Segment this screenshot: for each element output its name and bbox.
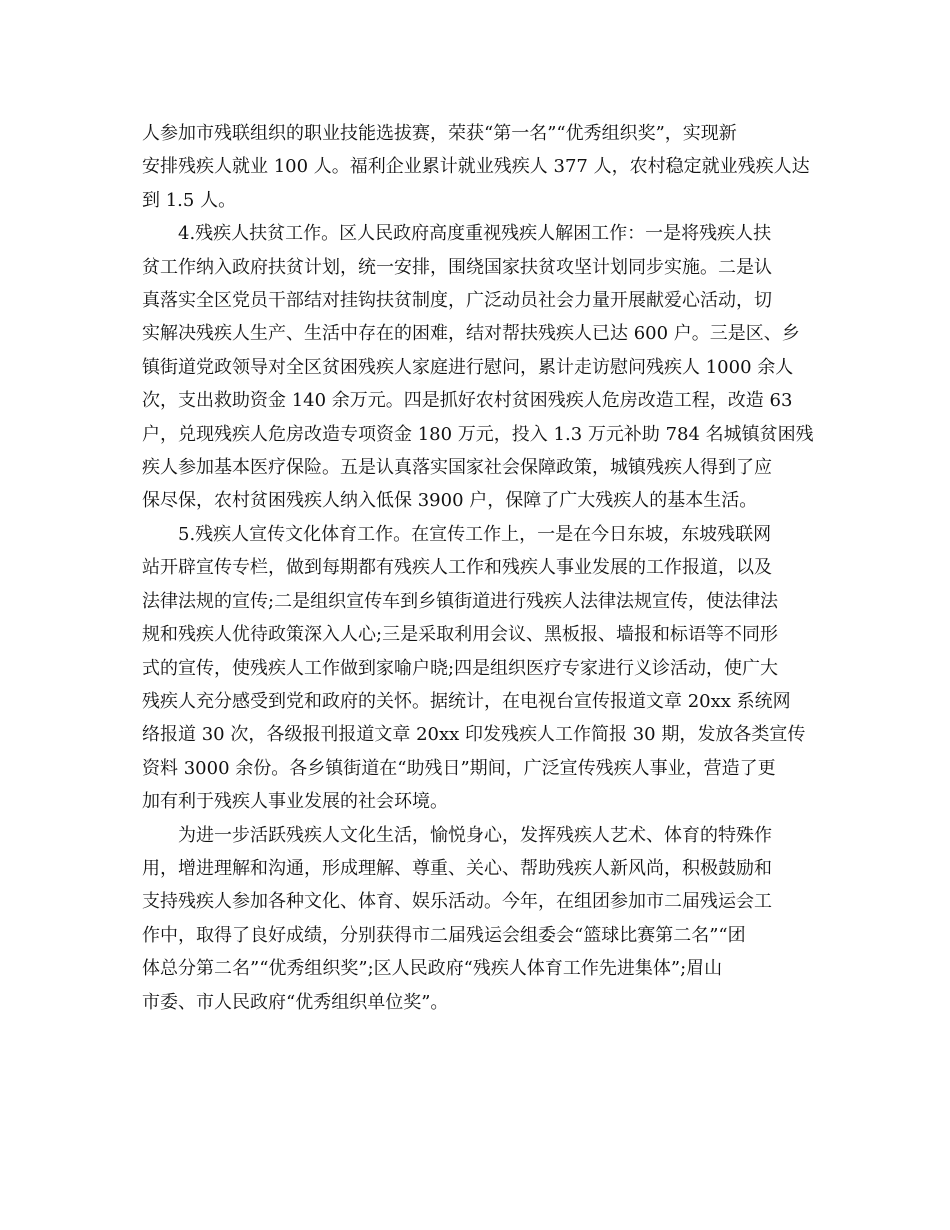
text-line: 户，兑现残疾人危房改造专项资金 180 万元，投入 1.3 万元补助 784 名城镇贫困残 [142,423,814,445]
text-line: 真落实全区党员干部结对挂钩扶贫制度，广泛动员社会力量开展献爱心活动，切 [142,290,772,312]
text-line: 体总分第二名”“优秀组织奖”;区人民政府“残疾人体育工作先进集体”;眉山 [142,958,723,980]
text-line: 保尽保，农村贫困残疾人纳入低保 3900 户，保障了广大残疾人的基本生活。 [142,490,758,512]
text-line: 残疾人充分感受到党和政府的关怀。据统计，在电视台宣传报道文章 20xx 系统网 [142,690,791,712]
document-body [142,117,814,1019]
text-line: 支持残疾人参加各种文化、体育、娱乐活动。今年，在组团参加市二届残运会工 [142,891,772,913]
paragraph-publicity-culture-sports [142,518,810,819]
paragraph-employment-continued [142,117,810,217]
paragraph-poverty-alleviation [142,217,814,518]
text-line: 资料 3000 余份。各乡镇街道在“助残日”期间，广泛宣传残疾人事业，营造了更 [142,757,776,779]
text-line: 贫工作纳入政府扶贫计划，统一安排，围绕国家扶贫攻坚计划同步实施。二是认 [142,256,772,278]
text-line: 4.残疾人扶贫工作。区人民政府高度重视残疾人解困工作：一是将残疾人扶 [178,223,772,245]
text-line: 作中，取得了良好成绩，分别获得市二届残运会组委会“篮球比赛第二名”“团 [142,924,746,946]
text-line: 5.残疾人宣传文化体育工作。在宣传工作上，一是在今日东坡，东坡残联网 [178,523,772,545]
text-line: 络报道 30 次，各级报刊报道文章 20xx 印发残疾人工作简报 30 期，发放各类宣传 [142,724,806,746]
paragraph-cultural-activities [142,819,810,1019]
text-line: 站开辟宣传专栏，做到每期都有残疾人工作和残疾人事业发展的工作报道，以及 [142,557,772,579]
text-line: 次，支出救助资金 140 余万元。四是抓好农村贫困残疾人危房改造工程，改造 63 [142,390,793,412]
text-line: 为进一步活跃残疾人文化生活，愉悦身心，发挥残疾人艺术、体育的特殊作 [178,824,772,846]
text-line: 加有利于残疾人事业发展的社会环境。 [142,791,448,813]
text-line: 安排残疾人就业 100 人。福利企业累计就业残疾人 377 人，农村稳定就业残疾人达 [142,156,810,178]
text-line: 到 1.5 人。 [142,189,237,211]
text-line: 法律法规的宣传;二是组织宣传车到乡镇街道进行残疾人法律法规宣传，使法律法 [142,590,779,612]
text-line: 实解决残疾人生产、生活中存在的困难，结对帮扶残疾人已达 600 户。三是区、乡 [142,323,800,345]
text-line: 用，增进理解和沟通，形成理解、尊重、关心、帮助残疾人新风尚，积极鼓励和 [142,857,772,879]
text-line: 规和残疾人优待政策深入人心;三是采取利用会议、黑板报、墙报和标语等不同形 [142,624,779,646]
text-line: 式的宣传，使残疾人工作做到家喻户晓;四是组织医疗专家进行义诊活动，使广大 [142,657,779,679]
text-line: 镇街道党政领导对全区贫困残疾人家庭进行慰问，累计走访慰问残疾人 1000 余人 [142,356,794,378]
text-line: 人参加市残联组织的职业技能选拔赛，荣获“第一名”“优秀组织奖”，实现新 [142,123,737,144]
text-line: 市委、市人民政府“优秀组织单位奖”。 [142,991,449,1013]
text-line: 疾人参加基本医疗保险。五是认真落实国家社会保障政策，城镇残疾人得到了应 [142,457,772,479]
